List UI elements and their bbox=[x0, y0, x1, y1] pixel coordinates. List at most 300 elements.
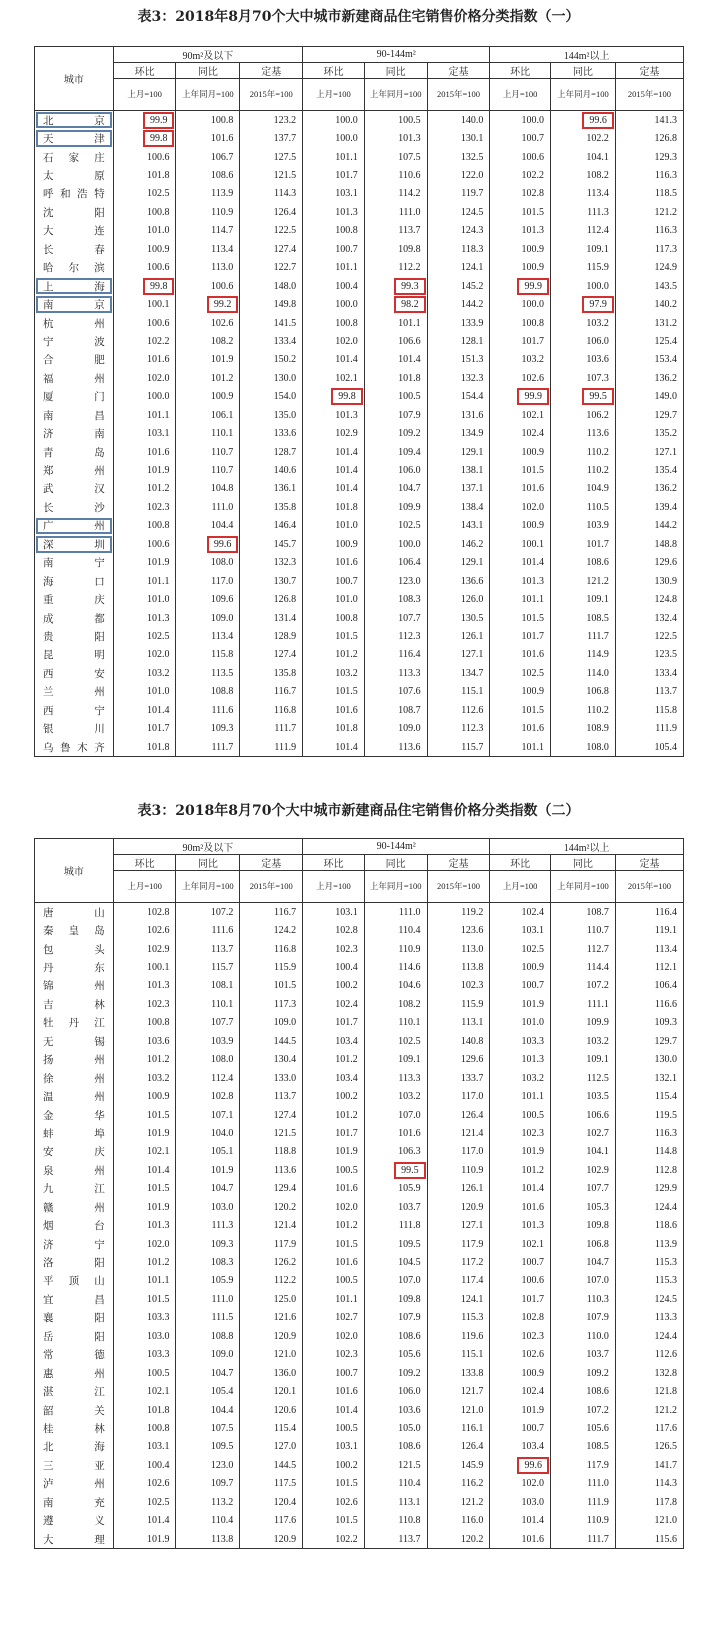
index-value: 102.6 bbox=[490, 1346, 551, 1364]
index-value: 121.5 bbox=[240, 1124, 303, 1142]
index-value: 101.1 bbox=[303, 148, 365, 166]
index-base-header: 上月=100 bbox=[490, 79, 551, 111]
index-value: 113.3 bbox=[364, 664, 427, 682]
table-row bbox=[35, 1456, 684, 1474]
index-value: 103.6 bbox=[364, 1401, 427, 1419]
index-value: 101.6 bbox=[113, 443, 176, 461]
index-value: 109.8 bbox=[550, 1216, 615, 1234]
index-value: 102.8 bbox=[176, 1087, 240, 1105]
index-value: 149.0 bbox=[615, 388, 683, 406]
index-value: 104.1 bbox=[550, 148, 615, 166]
index-value: 107.1 bbox=[176, 1106, 240, 1124]
table-row bbox=[35, 554, 684, 572]
index-value: 112.6 bbox=[615, 1346, 683, 1364]
index-value: 116.7 bbox=[240, 903, 303, 922]
index-base-header: 上月=100 bbox=[113, 79, 176, 111]
table-row bbox=[35, 646, 684, 664]
index-value: 112.8 bbox=[615, 1161, 683, 1179]
table-row bbox=[35, 1364, 684, 1382]
index-value: 101.9 bbox=[113, 1530, 176, 1549]
index-value: 102.3 bbox=[113, 995, 176, 1013]
index-value: 102.3 bbox=[303, 940, 365, 958]
index-value: 145.9 bbox=[427, 1456, 490, 1474]
index-value: 101.1 bbox=[113, 572, 176, 590]
index-value: 100.9 bbox=[490, 240, 551, 258]
index-value: 100.8 bbox=[490, 314, 551, 332]
index-value: 111.0 bbox=[364, 903, 427, 922]
index-type-header: 环比 bbox=[303, 63, 365, 79]
city-name: 广 州 bbox=[35, 517, 114, 535]
city-name: 武 汉 bbox=[35, 480, 114, 498]
index-value: 146.4 bbox=[240, 517, 303, 535]
index-value: 123.6 bbox=[427, 921, 490, 939]
index-value: 115.9 bbox=[427, 995, 490, 1013]
index-base-header: 上月=100 bbox=[490, 871, 551, 903]
index-value: 121.2 bbox=[615, 203, 683, 221]
index-value: 101.4 bbox=[364, 351, 427, 369]
index-base-header: 2015年=100 bbox=[240, 79, 303, 111]
index-value: 110.9 bbox=[550, 1511, 615, 1529]
index-value: 103.0 bbox=[490, 1493, 551, 1511]
table-row bbox=[35, 443, 684, 461]
index-value: 103.6 bbox=[550, 351, 615, 369]
index-value: 104.7 bbox=[550, 1253, 615, 1271]
highlighted-value: 99.9 bbox=[143, 112, 175, 129]
index-value: 100.8 bbox=[303, 609, 365, 627]
index-value: 107.2 bbox=[550, 1401, 615, 1419]
index-value: 102.0 bbox=[303, 1198, 365, 1216]
index-value: 103.1 bbox=[303, 1438, 365, 1456]
index-value: 108.2 bbox=[176, 332, 240, 350]
index-value: 101.5 bbox=[490, 461, 551, 479]
city-name: 合 肥 bbox=[35, 351, 114, 369]
index-value: 101.4 bbox=[490, 1180, 551, 1198]
index-value: 113.6 bbox=[550, 424, 615, 442]
index-value: 100.8 bbox=[113, 203, 176, 221]
index-value: 121.5 bbox=[364, 1456, 427, 1474]
index-value: 109.3 bbox=[176, 1235, 240, 1253]
index-value: 110.3 bbox=[550, 1290, 615, 1308]
index-value: 141.3 bbox=[615, 111, 683, 130]
index-value: 100.0 bbox=[113, 388, 176, 406]
table-row bbox=[35, 148, 684, 166]
index-value: 113.3 bbox=[615, 1309, 683, 1327]
index-value: 106.6 bbox=[550, 1106, 615, 1124]
index-value bbox=[176, 535, 240, 553]
index-value: 101.2 bbox=[113, 480, 176, 498]
index-value: 100.5 bbox=[364, 111, 427, 130]
index-value: 116.2 bbox=[427, 1475, 490, 1493]
index-value: 115.7 bbox=[427, 738, 490, 757]
index-value: 107.9 bbox=[364, 406, 427, 424]
index-value: 102.5 bbox=[113, 1493, 176, 1511]
table-row bbox=[35, 240, 684, 258]
index-value: 108.0 bbox=[176, 1051, 240, 1069]
index-value: 124.4 bbox=[615, 1198, 683, 1216]
index-base-header: 上月=100 bbox=[303, 871, 365, 903]
index-value: 100.9 bbox=[303, 535, 365, 553]
index-value: 127.1 bbox=[427, 1216, 490, 1234]
index-value: 100.5 bbox=[490, 1106, 551, 1124]
index-value: 115.3 bbox=[615, 1272, 683, 1290]
index-value: 100.4 bbox=[303, 958, 365, 976]
city-name: 石家庄 bbox=[35, 148, 114, 166]
index-value: 135.2 bbox=[615, 424, 683, 442]
index-value: 133.8 bbox=[427, 1364, 490, 1382]
index-value: 121.4 bbox=[427, 1124, 490, 1142]
city-name: 襄 阳 bbox=[35, 1309, 114, 1327]
index-value: 100.9 bbox=[490, 259, 551, 277]
table-row bbox=[35, 1014, 684, 1032]
index-value: 102.9 bbox=[550, 1161, 615, 1179]
index-value: 103.9 bbox=[550, 517, 615, 535]
highlighted-value: 98.2 bbox=[394, 296, 426, 313]
index-value: 100.9 bbox=[490, 1364, 551, 1382]
index-value: 110.4 bbox=[364, 921, 427, 939]
index-value: 101.3 bbox=[490, 222, 551, 240]
table-row bbox=[35, 1530, 684, 1549]
index-value: 101.7 bbox=[303, 1014, 365, 1032]
index-value: 122.0 bbox=[427, 166, 490, 184]
index-value: 105.4 bbox=[176, 1382, 240, 1400]
index-value: 109.9 bbox=[550, 1014, 615, 1032]
highlighted-value: 99.8 bbox=[143, 130, 175, 147]
index-value: 117.3 bbox=[615, 240, 683, 258]
index-value: 111.0 bbox=[364, 203, 427, 221]
index-value: 103.2 bbox=[490, 1069, 551, 1087]
index-value: 110.9 bbox=[176, 203, 240, 221]
table-row bbox=[35, 572, 684, 590]
index-value: 105.0 bbox=[364, 1419, 427, 1437]
index-value: 108.9 bbox=[550, 719, 615, 737]
index-value: 101.1 bbox=[490, 590, 551, 608]
index-value: 111.7 bbox=[176, 738, 240, 757]
index-value: 103.2 bbox=[113, 664, 176, 682]
index-value: 113.5 bbox=[176, 664, 240, 682]
index-value: 154.0 bbox=[240, 388, 303, 406]
index-value: 100.0 bbox=[303, 295, 365, 313]
index-value: 100.5 bbox=[113, 1364, 176, 1382]
index-value: 114.2 bbox=[364, 185, 427, 203]
city-name: 牡丹江 bbox=[35, 1014, 114, 1032]
index-value bbox=[490, 388, 551, 406]
index-value: 102.3 bbox=[490, 1327, 551, 1345]
table-row bbox=[35, 701, 684, 719]
index-value: 121.8 bbox=[615, 1382, 683, 1400]
index-base-header: 上月=100 bbox=[113, 871, 176, 903]
table-row bbox=[35, 1382, 684, 1400]
city-name: 秦皇岛 bbox=[35, 921, 114, 939]
index-value: 101.9 bbox=[176, 1161, 240, 1179]
index-value: 111.7 bbox=[240, 719, 303, 737]
price-index-table-2 bbox=[34, 838, 684, 1549]
size-group-header: 90m²及以下 bbox=[113, 47, 302, 63]
index-value: 110.4 bbox=[364, 1475, 427, 1493]
index-value: 128.1 bbox=[427, 332, 490, 350]
index-value: 126.1 bbox=[427, 627, 490, 645]
index-value: 108.5 bbox=[550, 1438, 615, 1456]
index-type-header: 定基 bbox=[615, 855, 683, 871]
table-row bbox=[35, 1419, 684, 1437]
index-value: 110.2 bbox=[550, 461, 615, 479]
index-value: 100.8 bbox=[113, 1014, 176, 1032]
index-value: 111.0 bbox=[176, 498, 240, 516]
index-value: 115.3 bbox=[427, 1309, 490, 1327]
index-value: 103.7 bbox=[550, 1346, 615, 1364]
index-value: 101.6 bbox=[303, 1180, 365, 1198]
index-value: 140.6 bbox=[240, 461, 303, 479]
highlighted-value: 99.6 bbox=[207, 536, 239, 553]
city-name: 兰 州 bbox=[35, 683, 114, 701]
index-value: 103.1 bbox=[490, 921, 551, 939]
index-value: 116.1 bbox=[427, 1419, 490, 1437]
index-type-header: 环比 bbox=[490, 855, 551, 871]
index-value: 101.9 bbox=[303, 1143, 365, 1161]
table-row bbox=[35, 517, 684, 535]
city-name: 岳 阳 bbox=[35, 1327, 114, 1345]
index-value: 103.5 bbox=[550, 1087, 615, 1105]
index-value: 103.4 bbox=[490, 1438, 551, 1456]
index-value: 109.5 bbox=[364, 1235, 427, 1253]
index-value: 116.3 bbox=[615, 166, 683, 184]
index-value: 100.1 bbox=[113, 958, 176, 976]
index-value: 115.7 bbox=[176, 958, 240, 976]
index-value: 108.6 bbox=[364, 1327, 427, 1345]
size-group-header: 144m²以上 bbox=[490, 839, 684, 855]
city-name: 济 南 bbox=[35, 424, 114, 442]
index-value: 101.1 bbox=[113, 1272, 176, 1290]
index-value: 136.0 bbox=[240, 1364, 303, 1382]
index-value: 109.3 bbox=[176, 719, 240, 737]
index-value: 101.4 bbox=[113, 1161, 176, 1179]
index-value: 115.4 bbox=[615, 1087, 683, 1105]
index-value: 120.9 bbox=[240, 1530, 303, 1549]
index-value: 109.1 bbox=[364, 1051, 427, 1069]
city-name: 遵 义 bbox=[35, 1511, 114, 1529]
index-value: 101.0 bbox=[490, 1014, 551, 1032]
index-value: 100.6 bbox=[113, 314, 176, 332]
index-value: 107.2 bbox=[176, 903, 240, 922]
index-value: 109.7 bbox=[176, 1475, 240, 1493]
index-base-header: 上年同月=100 bbox=[176, 871, 240, 903]
index-value: 102.8 bbox=[303, 921, 365, 939]
city-name: 包 头 bbox=[35, 940, 114, 958]
index-type-header: 定基 bbox=[427, 855, 490, 871]
city-name: 扬 州 bbox=[35, 1051, 114, 1069]
index-value: 111.1 bbox=[550, 995, 615, 1013]
index-value: 139.4 bbox=[615, 498, 683, 516]
index-value: 106.0 bbox=[364, 461, 427, 479]
index-value: 101.4 bbox=[303, 480, 365, 498]
table-row bbox=[35, 940, 684, 958]
index-value: 117.6 bbox=[240, 1511, 303, 1529]
index-value: 102.5 bbox=[113, 627, 176, 645]
index-value: 101.1 bbox=[303, 1290, 365, 1308]
index-value: 112.3 bbox=[427, 719, 490, 737]
city-name: 北 海 bbox=[35, 1438, 114, 1456]
index-value: 113.4 bbox=[176, 627, 240, 645]
city-name: 呼和浩特 bbox=[35, 185, 114, 203]
index-value: 107.7 bbox=[176, 1014, 240, 1032]
index-value: 127.1 bbox=[427, 646, 490, 664]
index-value: 100.7 bbox=[490, 129, 551, 147]
table-row bbox=[35, 203, 684, 221]
index-value: 101.0 bbox=[113, 683, 176, 701]
table-row bbox=[35, 1272, 684, 1290]
index-value: 105.3 bbox=[550, 1198, 615, 1216]
index-value: 117.6 bbox=[615, 1419, 683, 1437]
index-value: 120.1 bbox=[240, 1382, 303, 1400]
index-value: 140.8 bbox=[427, 1032, 490, 1050]
index-value: 101.4 bbox=[303, 1401, 365, 1419]
index-value: 103.3 bbox=[490, 1032, 551, 1050]
index-value: 113.1 bbox=[364, 1493, 427, 1511]
index-value: 114.4 bbox=[550, 958, 615, 976]
index-value: 110.9 bbox=[427, 1161, 490, 1179]
index-value: 128.7 bbox=[240, 443, 303, 461]
index-value: 113.3 bbox=[364, 1069, 427, 1087]
index-type-header: 同比 bbox=[176, 63, 240, 79]
index-value: 111.3 bbox=[176, 1216, 240, 1234]
index-value: 104.7 bbox=[176, 1364, 240, 1382]
index-value: 101.1 bbox=[303, 259, 365, 277]
index-value: 113.8 bbox=[427, 958, 490, 976]
index-value: 105.1 bbox=[176, 1143, 240, 1161]
city-name: 成 都 bbox=[35, 609, 114, 627]
index-value: 101.3 bbox=[303, 203, 365, 221]
city-name: 大 理 bbox=[35, 1530, 114, 1549]
table-row bbox=[35, 1161, 684, 1179]
index-value: 100.8 bbox=[113, 1419, 176, 1437]
index-value: 124.1 bbox=[427, 1290, 490, 1308]
index-value: 123.5 bbox=[615, 646, 683, 664]
table-row bbox=[35, 295, 684, 313]
index-value: 124.9 bbox=[615, 259, 683, 277]
index-value: 117.9 bbox=[550, 1456, 615, 1474]
table-row bbox=[35, 129, 684, 147]
index-value: 101.8 bbox=[303, 719, 365, 737]
index-value: 103.1 bbox=[303, 185, 365, 203]
index-value: 107.7 bbox=[364, 609, 427, 627]
index-value: 112.3 bbox=[364, 627, 427, 645]
table-row bbox=[35, 1216, 684, 1234]
index-value: 102.4 bbox=[490, 903, 551, 922]
table-row bbox=[35, 277, 684, 295]
index-value: 111.9 bbox=[550, 1493, 615, 1511]
index-value bbox=[490, 1456, 551, 1474]
index-value: 106.2 bbox=[550, 406, 615, 424]
index-value: 108.6 bbox=[176, 166, 240, 184]
index-value: 105.9 bbox=[176, 1272, 240, 1290]
table-row bbox=[35, 1235, 684, 1253]
index-value: 100.8 bbox=[176, 111, 240, 130]
index-value: 111.0 bbox=[550, 1475, 615, 1493]
index-value: 101.3 bbox=[490, 1216, 551, 1234]
city-name: 北 京 bbox=[35, 111, 114, 130]
index-value: 102.6 bbox=[303, 1493, 365, 1511]
index-value: 100.1 bbox=[490, 535, 551, 553]
index-value: 105.6 bbox=[550, 1419, 615, 1437]
index-value: 101.2 bbox=[113, 1253, 176, 1271]
index-value: 103.2 bbox=[364, 1087, 427, 1105]
table-row bbox=[35, 1438, 684, 1456]
index-value: 102.1 bbox=[113, 1382, 176, 1400]
index-value: 101.2 bbox=[176, 369, 240, 387]
index-value: 102.0 bbox=[113, 1235, 176, 1253]
index-value: 107.9 bbox=[550, 1309, 615, 1327]
table-row bbox=[35, 1198, 684, 1216]
index-value: 126.2 bbox=[240, 1253, 303, 1271]
index-value: 104.6 bbox=[364, 977, 427, 995]
index-value: 101.5 bbox=[303, 1235, 365, 1253]
index-value: 132.3 bbox=[240, 554, 303, 572]
index-value: 127.4 bbox=[240, 1106, 303, 1124]
table-row bbox=[35, 406, 684, 424]
index-value: 131.6 bbox=[427, 406, 490, 424]
index-value: 100.5 bbox=[303, 1272, 365, 1290]
index-value: 101.6 bbox=[176, 129, 240, 147]
index-value: 105.6 bbox=[364, 1346, 427, 1364]
index-value: 100.6 bbox=[113, 535, 176, 553]
index-value: 106.6 bbox=[364, 332, 427, 350]
index-value: 106.4 bbox=[615, 977, 683, 995]
table-row bbox=[35, 185, 684, 203]
index-value: 100.0 bbox=[303, 129, 365, 147]
index-value: 100.0 bbox=[490, 295, 551, 313]
index-value: 131.4 bbox=[240, 609, 303, 627]
index-value: 101.7 bbox=[490, 332, 551, 350]
table-row bbox=[35, 1106, 684, 1124]
index-value: 101.1 bbox=[113, 406, 176, 424]
city-name: 洛 阳 bbox=[35, 1253, 114, 1271]
index-value: 117.4 bbox=[427, 1272, 490, 1290]
index-value: 124.2 bbox=[240, 921, 303, 939]
index-value: 112.5 bbox=[550, 1069, 615, 1087]
table-row bbox=[35, 958, 684, 976]
index-value: 109.2 bbox=[364, 1364, 427, 1382]
index-value: 101.8 bbox=[113, 166, 176, 184]
index-value: 120.4 bbox=[240, 1493, 303, 1511]
index-value: 101.3 bbox=[364, 129, 427, 147]
index-value: 111.7 bbox=[550, 627, 615, 645]
index-value: 101.4 bbox=[303, 461, 365, 479]
index-value: 136.1 bbox=[240, 480, 303, 498]
index-value: 110.1 bbox=[364, 1014, 427, 1032]
city-name: 泉 州 bbox=[35, 1161, 114, 1179]
index-value: 115.1 bbox=[427, 683, 490, 701]
index-value: 101.3 bbox=[303, 406, 365, 424]
index-base-header: 上年同月=100 bbox=[176, 79, 240, 111]
index-value: 123.0 bbox=[176, 1456, 240, 1474]
index-value: 102.9 bbox=[303, 424, 365, 442]
index-value: 116.4 bbox=[615, 903, 683, 922]
table-row bbox=[35, 664, 684, 682]
index-value: 119.2 bbox=[427, 903, 490, 922]
index-value: 101.5 bbox=[240, 977, 303, 995]
table-row bbox=[35, 921, 684, 939]
table-row bbox=[35, 332, 684, 350]
index-value: 135.8 bbox=[240, 664, 303, 682]
index-value: 100.9 bbox=[113, 1087, 176, 1105]
index-value: 141.5 bbox=[240, 314, 303, 332]
index-value: 114.3 bbox=[615, 1475, 683, 1493]
table-row bbox=[35, 1327, 684, 1345]
index-value: 103.1 bbox=[113, 424, 176, 442]
index-value: 112.2 bbox=[364, 259, 427, 277]
index-type-header: 定基 bbox=[427, 63, 490, 79]
index-value: 134.7 bbox=[427, 664, 490, 682]
highlighted-value: 99.5 bbox=[582, 388, 614, 405]
